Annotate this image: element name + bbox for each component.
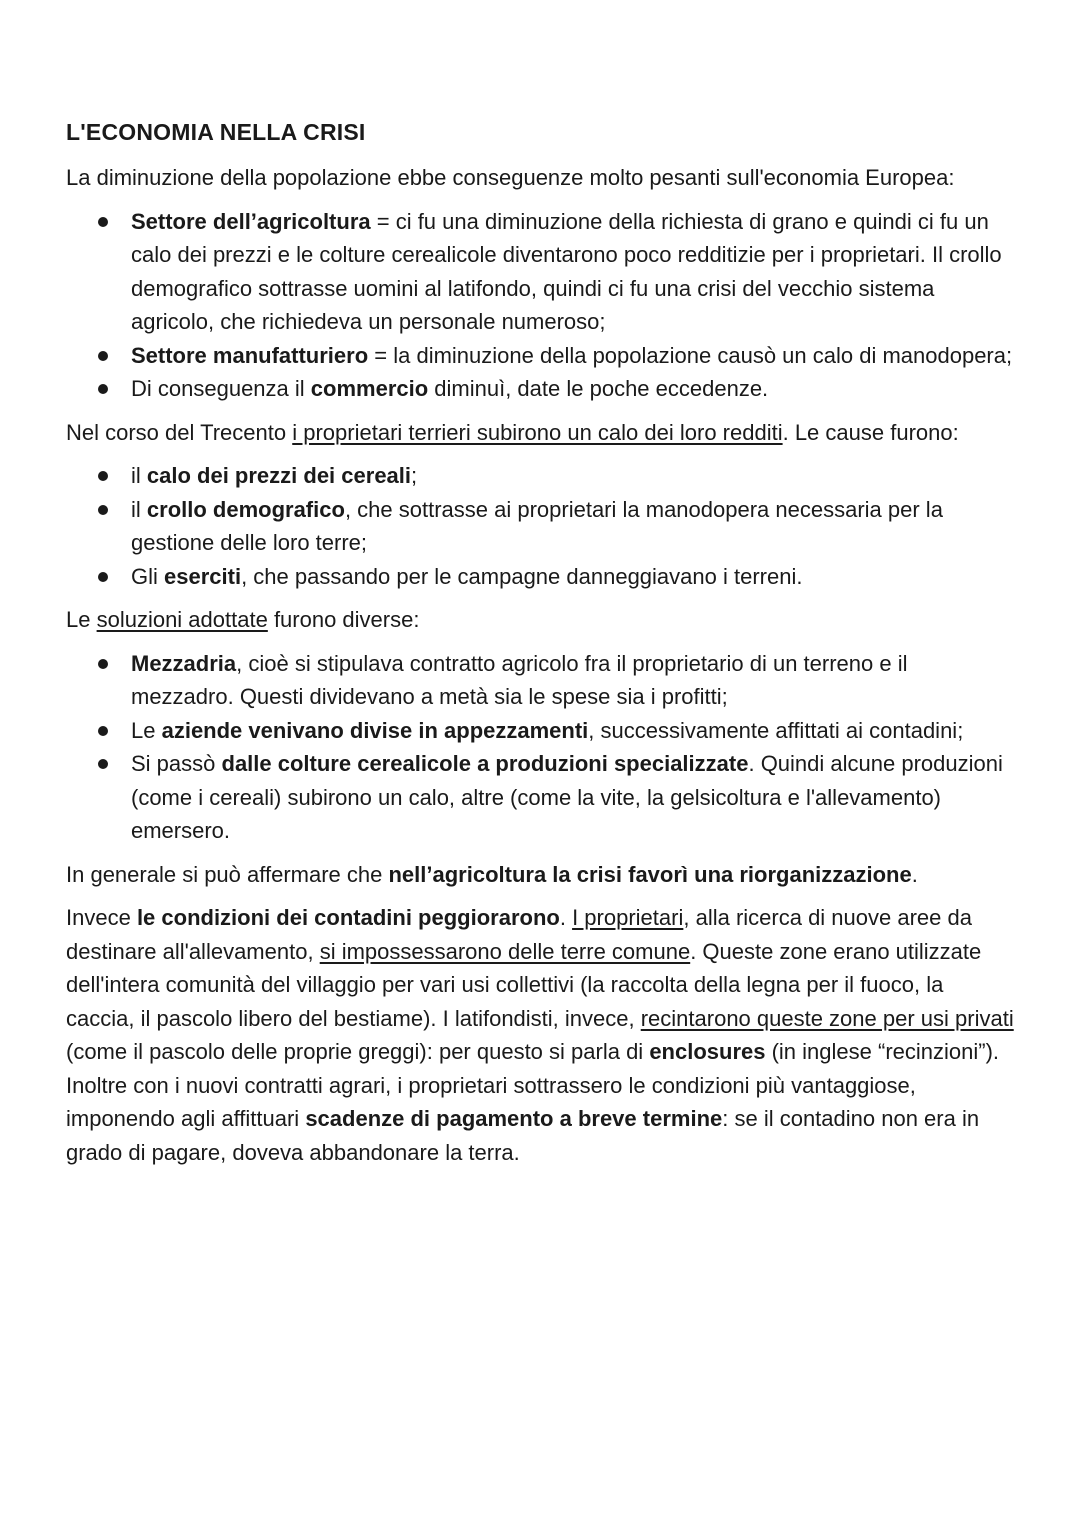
bullet-icon	[98, 351, 108, 361]
list-item: Settore manufatturiero = la diminuzione della popolazione causò un calo di manodopera;	[66, 339, 1016, 373]
page-title: L'ECONOMIA NELLA CRISI	[66, 119, 366, 145]
bullet-icon	[98, 659, 108, 669]
causes-list	[66, 459, 1016, 593]
peasants-paragraph: Invece le condizioni dei contadini peggiorarono. I proprietari, alla ricerca di nuove aree da destinare all'allevamento, si impossessarono delle terre comune. Queste zone erano utilizzate dell'intera comunità del villaggio per vari usi collettivi (la raccolta della legna per il fuoco, la caccia, il pascolo libero del bestiame). I latifondisti, invece, recintarono queste zone per usi privati (come il pascolo delle proprie greggi): per questo si parla di enclosures (in inglese “recinzioni”). Inoltre con i nuovi contratti agrari, i proprietari sottrassero le condizioni più vantaggiose, imponendo agli affittuari scadenze di pagamento a breve termine: se il contadino non era in grado di pagare, doveva abbandonare la terra.	[66, 905, 1014, 1165]
intro-paragraph: La diminuzione della popolazione ebbe conseguenze molto pesanti sull'economia Europea:	[66, 165, 955, 190]
consequences-list	[66, 205, 1016, 406]
bullet-icon	[98, 759, 108, 769]
list-item: Settore dell’agricoltura = ci fu una diminuzione della richiesta di grano e quindi ci fu un calo dei prezzi e le colture cerealicole diventarono poco redditizie per i proprietari. Il crollo demografico sottrasse uomini al latifondo, quindi ci fu una crisi del vecchio sistema agricolo, che richiedeva un personale numeroso;	[66, 205, 1016, 339]
solutions-list	[66, 647, 1016, 848]
bullet-icon	[98, 471, 108, 481]
summary-paragraph: In generale si può affermare che nell’agricoltura la crisi favorì una riorganizzazione.	[66, 861, 918, 887]
bullet-icon	[98, 572, 108, 582]
causes-paragraph: Nel corso del Trecento i proprietari terrieri subirono un calo dei loro redditi. Le cause furono:	[66, 419, 959, 445]
document-page	[66, 116, 1016, 1179]
bullet-icon	[98, 217, 108, 227]
list-item: Mezzadria, cioè si stipulava contratto agricolo fra il proprietario di un terreno e il mezzadro. Questi dividevano a metà sia le spese sia i profitti;	[66, 647, 1016, 714]
solutions-paragraph: Le soluzioni adottate furono diverse:	[66, 607, 420, 632]
bullet-icon	[98, 726, 108, 736]
list-item: Gli eserciti, che passando per le campagne danneggiavano i terreni.	[66, 560, 1016, 594]
bullet-icon	[98, 384, 108, 394]
list-item: Di conseguenza il commercio diminuì, date le poche eccedenze.	[66, 372, 1016, 406]
list-item: il crollo demografico, che sottrasse ai proprietari la manodopera necessaria per la gestione delle loro terre;	[66, 493, 1016, 560]
list-item: Si passò dalle colture cerealicole a produzioni specializzate. Quindi alcune produzioni (come i cereali) subirono un calo, altre (come la vite, la gelsicoltura e l'allevamento) emersero.	[66, 747, 1016, 848]
bullet-icon	[98, 505, 108, 515]
list-item: il calo dei prezzi dei cereali;	[66, 459, 1016, 493]
list-item: Le aziende venivano divise in appezzamenti, successivamente affittati ai contadini;	[66, 714, 1016, 748]
